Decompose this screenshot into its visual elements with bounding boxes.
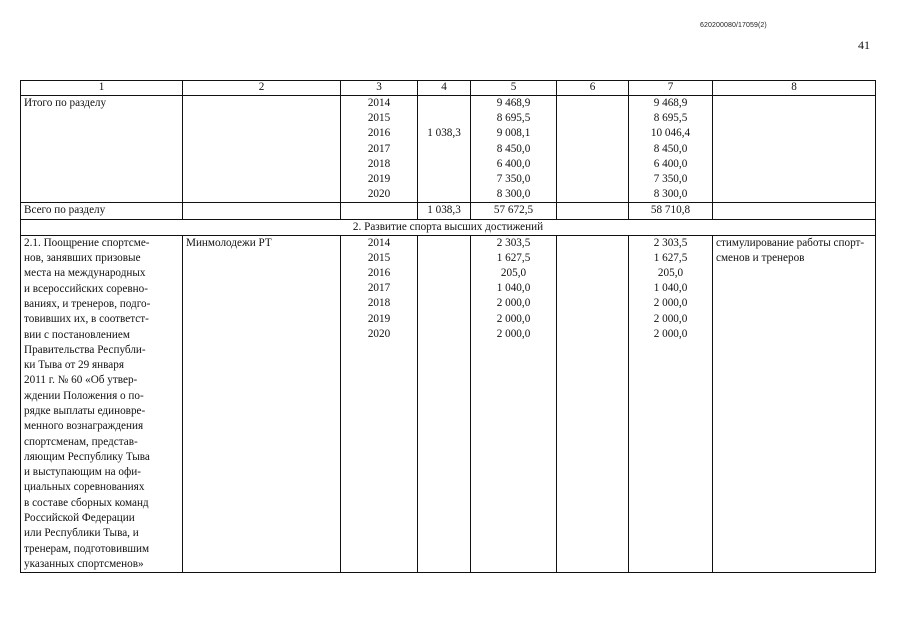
- year-value: 2016: [367, 267, 391, 280]
- column-header: 6: [557, 81, 629, 96]
- table-row-vsego: [21, 203, 876, 219]
- years-cell: [341, 96, 418, 203]
- col7-value: 6 400,0: [653, 157, 688, 170]
- col4-value: [421, 111, 467, 126]
- col6-cell: [557, 96, 629, 203]
- column-header: 2: [183, 81, 341, 96]
- col7-cell: [629, 96, 713, 203]
- col5-value: 2 000,0: [496, 312, 531, 325]
- executor-name: Минмолодежи РТ: [183, 235, 341, 573]
- col4-value: [421, 142, 467, 157]
- col4-cell: [418, 235, 471, 573]
- col4-total: 1 038,3: [418, 203, 471, 219]
- year-value: 2019: [367, 312, 391, 325]
- year-value: 2017: [367, 142, 391, 155]
- col5-value: 6 400,0: [496, 157, 531, 170]
- col5-value: 8 450,0: [496, 142, 531, 155]
- col5-value: 2 000,0: [496, 327, 531, 340]
- year-value: 2015: [367, 251, 391, 264]
- year-value: 2014: [367, 97, 391, 109]
- col7-value: 2 000,0: [653, 312, 688, 325]
- col5-cell: [471, 235, 557, 573]
- year-value: 2019: [367, 172, 391, 185]
- col4-value: [421, 96, 467, 111]
- col5-value: 2 303,5: [496, 236, 531, 249]
- col5-value: 8 695,5: [496, 112, 531, 125]
- col5-value: 1 040,0: [496, 282, 531, 295]
- year-value: 2016: [367, 127, 391, 140]
- year-value: 2015: [367, 112, 391, 125]
- col4-cell: [418, 96, 471, 203]
- executor-cell: [183, 96, 341, 203]
- section-title: 2. Развитие спорта высших достижений: [21, 219, 876, 235]
- year-value: 2020: [367, 327, 391, 340]
- year-value: 2018: [367, 157, 391, 170]
- col5-total: 57 672,5: [471, 203, 557, 219]
- col5-cell: [471, 96, 557, 203]
- col7-value: 2 000,0: [653, 297, 688, 310]
- col4-value: [421, 187, 467, 202]
- col5-value: 1 627,5: [496, 251, 531, 264]
- col7-value: 8 695,5: [653, 112, 688, 125]
- year-value: 2017: [367, 282, 391, 295]
- measure-description: 2.1. Поощрение спортсме- нов, занявших призовые места на международных и всероссийских соревно- ваниях, и тренеров, подго- товивших их, в соответст- вии с постановлением Правительства Республи- ки Тыва от 29 января 2011 г. № 60 «Об утвер- ждении Положения о по- рядке выплаты единовре- менного вознаграждения спортсменам, представ- ляющим Республику Тыва и выступающим на офи- циальных соревнованиях в составе сборных команд Российской Федерации или Республики Тыва, и тренерам, подготовившим указанных спортсменов»: [21, 235, 183, 573]
- col6-cell: [557, 235, 629, 573]
- year-value: 2014: [367, 236, 391, 249]
- col7-value: 2 000,0: [653, 327, 688, 340]
- col5-value: 8 300,0: [496, 188, 531, 201]
- result-cell: [713, 96, 876, 203]
- col4-value: 1 038,3: [427, 127, 461, 140]
- col5-value: 205,0: [500, 267, 527, 280]
- col5-value: 9 008,1: [496, 127, 531, 140]
- col7-cell: [629, 235, 713, 573]
- col4-value: [421, 172, 467, 187]
- col5-value: 9 468,9: [496, 97, 531, 109]
- col7-value: 8 300,0: [653, 188, 688, 201]
- col7-value: 8 450,0: [653, 142, 688, 155]
- expected-result: стимулирование работы спорт- сменов и тренеров: [713, 235, 876, 573]
- years-cell: [341, 235, 418, 573]
- column-header: 5: [471, 81, 557, 96]
- col4-value: [421, 157, 467, 172]
- col7-value: 10 046,4: [650, 127, 691, 140]
- executor-cell: [183, 203, 341, 219]
- year-value: 2018: [367, 297, 391, 310]
- column-header: 7: [629, 81, 713, 96]
- table-row-itogo: [21, 96, 876, 203]
- col7-total: 58 710,8: [629, 203, 713, 219]
- row-label-itogo: Итого по разделу: [21, 96, 183, 203]
- column-header: 3: [341, 81, 418, 96]
- col5-value: 7 350,0: [496, 172, 531, 185]
- column-header: 1: [21, 81, 183, 96]
- col7-value: 1 627,5: [653, 251, 688, 264]
- years-cell: [341, 203, 418, 219]
- column-number-row: [21, 81, 876, 96]
- budget-table: [20, 80, 876, 573]
- table-row-item-2-1: [21, 235, 876, 573]
- col7-value: 7 350,0: [653, 172, 688, 185]
- col7-value: 1 040,0: [653, 282, 688, 295]
- result-cell: [713, 203, 876, 219]
- col5-value: 2 000,0: [496, 297, 531, 310]
- column-header: 4: [418, 81, 471, 96]
- col7-value: 205,0: [657, 267, 684, 280]
- document-id: 620200080/17059(2): [700, 22, 767, 29]
- page-number: 41: [858, 38, 870, 52]
- row-label-vsego: Всего по разделу: [21, 203, 183, 219]
- col6-cell: [557, 203, 629, 219]
- year-value: 2020: [367, 188, 391, 201]
- column-header: 8: [713, 81, 876, 96]
- col7-value: 2 303,5: [653, 236, 688, 249]
- col7-value: 9 468,9: [653, 97, 688, 109]
- section-heading-row: [21, 219, 876, 235]
